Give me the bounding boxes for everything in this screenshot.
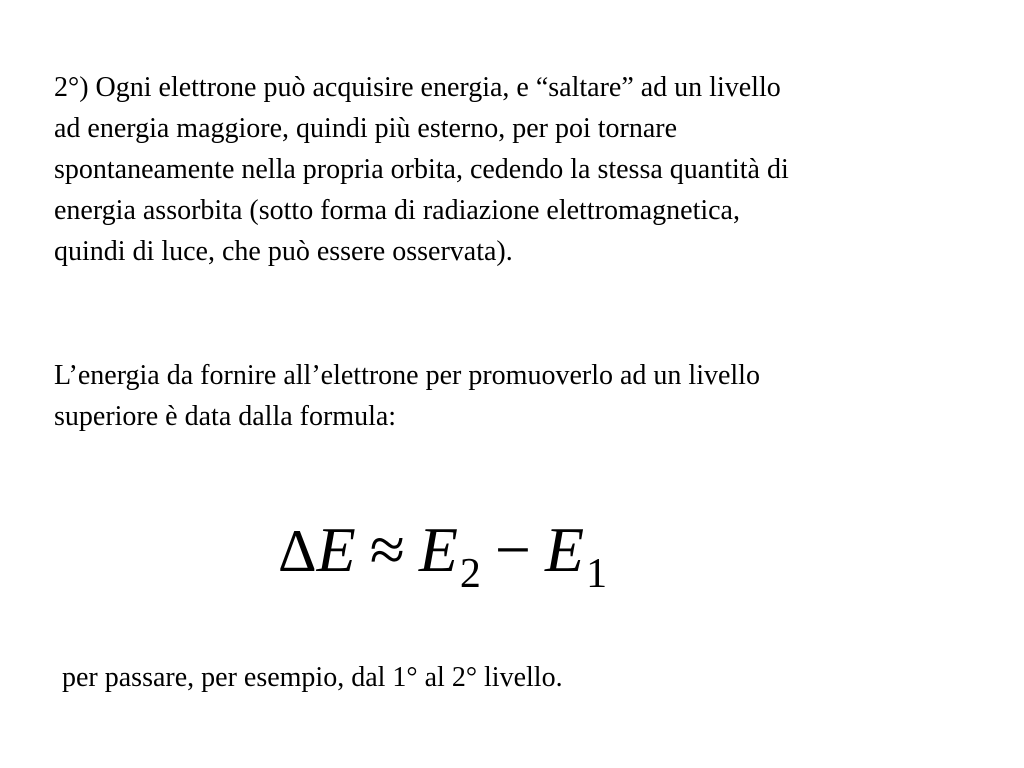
- formula-minus-symbol: −: [494, 514, 531, 585]
- paragraph-line: per passare, per esempio, dal 1° al 2° livello.: [62, 662, 563, 693]
- paragraph-energy-formula-intro: [54, 355, 994, 437]
- formula-lhs-variable: E: [316, 514, 356, 585]
- paragraph-electron-energy-jump: [54, 67, 994, 272]
- paragraph-line: ad energia maggiore, quindi più esterno, per poi tornare: [54, 113, 678, 144]
- paragraph-line: energia assorbita (sotto forma di radiazione elettromagnetica,: [54, 195, 740, 226]
- paragraph-line: quindi di luce, che può essere osservata).: [54, 236, 513, 267]
- energy-difference-formula: [278, 500, 607, 600]
- formula-delta-symbol: Δ: [278, 518, 317, 584]
- paragraph-line: spontaneamente nella propria orbita, cedendo la stessa quantità di: [54, 154, 789, 185]
- formula-term1-subscript: 2: [459, 551, 481, 597]
- paragraph-example-levels: [62, 657, 1002, 698]
- formula-term2-subscript: 1: [586, 551, 608, 597]
- formula-term2-variable: E: [545, 514, 585, 585]
- paragraph-line: 2°) Ogni elettrone può acquisire energia, e “saltare” ad un livello: [54, 72, 781, 103]
- paragraph-line: L’energia da fornire all’elettrone per promuoverlo ad un livello: [54, 360, 760, 391]
- paragraph-line: superiore è data dalla formula:: [54, 401, 397, 432]
- formula-term1-variable: E: [418, 514, 458, 585]
- formula-approx-symbol: ≈: [369, 514, 405, 585]
